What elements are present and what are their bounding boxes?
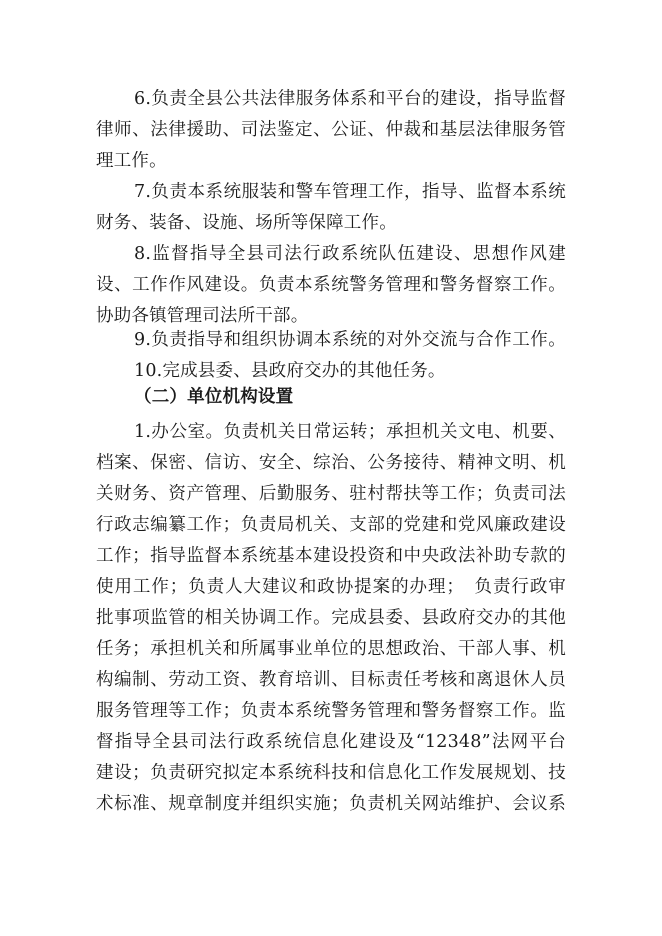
paragraph-line: 督指导全县司法行政系统信息化建设及“12348”法网平台 bbox=[96, 732, 566, 752]
section-heading: （二）单位机构设置 bbox=[134, 387, 294, 407]
paragraph-line: 8.监督指导全县司法行政系统队伍建设、思想作风建 bbox=[134, 244, 566, 264]
paragraph-line: 10.完成县委、县政府交办的其他任务。 bbox=[134, 361, 446, 381]
paragraph-line: 档案、保密、信访、安全、综治、公务接待、精神文明、机 bbox=[96, 453, 566, 473]
paragraph-line: 工作；指导监督本系统基本建设投资和中央政法补助专款的 bbox=[96, 546, 566, 566]
paragraph-line: 使用工作；负责人大建议和政协提案的办理； 负责行政审 bbox=[96, 577, 566, 597]
paragraph-line: 9.负责指导和组织协调本系统的对外交流与合作工作。 bbox=[134, 330, 566, 350]
paragraph-line: 6.负责全县公共法律服务体系和平台的建设，指导监督 bbox=[134, 89, 566, 109]
paragraph-line: 财务、装备、设施、场所等保障工作。 bbox=[96, 213, 397, 233]
paragraph-line: 理工作。 bbox=[96, 151, 167, 171]
paragraph-line: 关财务、资产管理、后勤服务、驻村帮扶等工作；负责司法 bbox=[96, 484, 566, 504]
paragraph-line: 1.办公室。负责机关日常运转；承担机关文电、机要、 bbox=[134, 422, 566, 442]
paragraph-line: 行政志编纂工作；负责局机关、支部的党建和党风廉政建设 bbox=[96, 515, 566, 535]
paragraph-line: 服务管理等工作；负责本系统警务管理和警务督察工作。监 bbox=[96, 701, 566, 721]
paragraph-line: 建设；负责研究拟定本系统科技和信息化工作发展规划、技 bbox=[96, 763, 566, 783]
paragraph-line: 7.负责本系统服装和警车管理工作，指导、监督本系统 bbox=[134, 182, 566, 202]
paragraph-line: 设、工作作风建设。负责本系统警务管理和警务督察工作。 bbox=[96, 275, 566, 295]
paragraph-line: 任务；承担机关和所属事业单位的思想政治、干部人事、机 bbox=[96, 639, 566, 659]
paragraph-line: 协助各镇管理司法所干部。 bbox=[96, 306, 309, 326]
paragraph-line: 批事项监管的相关协调工作。完成县委、县政府交办的其他 bbox=[96, 608, 566, 628]
paragraph-line: 律师、法律援助、司法鉴定、公证、仲裁和基层法律服务管 bbox=[96, 120, 566, 140]
paragraph-line: 术标准、规章制度并组织实施；负责机关网站维护、会议系 bbox=[96, 794, 566, 814]
paragraph-line: 构编制、劳动工资、教育培训、目标责任考核和离退休人员 bbox=[96, 670, 566, 690]
